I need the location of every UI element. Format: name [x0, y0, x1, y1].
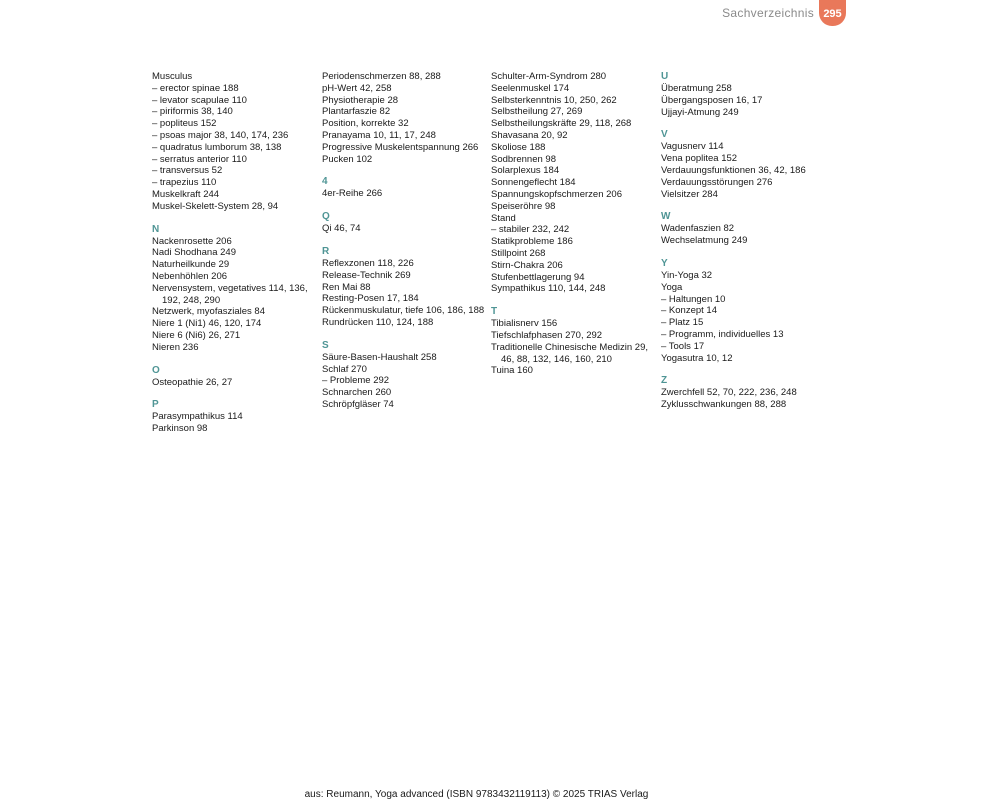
section-letter: Q [322, 211, 330, 223]
index-entry: Zwerchfell 52, 70, 222, 236, 248 [661, 387, 797, 399]
index-entry: Muskelkraft 244 [152, 188, 220, 200]
index-column-1 [152, 71, 317, 435]
index-entry: – quadratus lumborum 38, 138 [152, 141, 282, 153]
index-entry: Progressive Muskelentspannung 266 [322, 141, 479, 153]
index-entry: Übergangsposen 16, 17 [661, 94, 763, 106]
index-entry: Tuina 160 [491, 365, 533, 377]
section-letter: V [661, 129, 668, 141]
index-entry: Vagusnerv 114 [661, 141, 724, 153]
index-entry: Nebenhöhlen 206 [152, 270, 228, 282]
index-entry: pH-Wert 42, 258 [322, 82, 392, 94]
section-letter: W [661, 211, 671, 223]
index-entry: Tibialisnerv 156 [491, 318, 558, 330]
index-entry: – trapezius 110 [152, 177, 217, 189]
section-letter: N [152, 223, 160, 235]
index-entry: Stirn-Chakra 206 [491, 259, 563, 271]
index-entry: Wechselatmung 249 [661, 235, 748, 247]
index-entry: Traditionelle Chinesische Medizin 29, 46, 88, 132, 146, 160, 210 [491, 341, 649, 365]
index-entry: Physiotherapie 28 [322, 94, 399, 106]
index-entry: Musculus [152, 71, 193, 82]
index-entry: – Konzept 14 [661, 305, 717, 317]
index-entry: – levator scapulae 110 [152, 94, 247, 106]
index-column-3 [491, 71, 656, 377]
index-entry: Niere 6 (Ni6) 26, 271 [152, 329, 241, 341]
section-letter: R [322, 245, 330, 257]
index-entry: – erector spinae 188 [152, 82, 239, 94]
index-entry: Selbstheilungskräfte 29, 118, 268 [491, 118, 632, 130]
index-entry: Tiefschlafphasen 270, 292 [491, 329, 603, 341]
index-entry: Muskel-Skelett-System 28, 94 [152, 200, 279, 212]
index-entry: Vena poplitea 152 [661, 153, 738, 165]
page-number-badge: 295 [819, 0, 846, 26]
section-letter: S [322, 339, 329, 351]
index-entry: – Tools 17 [661, 340, 705, 352]
index-entry: Niere 1 (Ni1) 46, 120, 174 [152, 318, 262, 330]
index-entry: Spannungskopfschmerzen 206 [491, 188, 622, 200]
section-letter: Y [661, 257, 668, 269]
index-entry: 4er-Reihe 266 [322, 188, 383, 200]
index-column-4 [661, 71, 826, 411]
index-entry: Stand [491, 212, 516, 224]
index-entry: Periodenschmerzen 88, 288 [322, 71, 441, 82]
index-entry: Yin-Yoga 32 [661, 269, 713, 281]
section-letter: 4 [322, 176, 328, 188]
index-entry: – Haltungen 10 [661, 293, 726, 305]
index-entry: Pucken 102 [322, 153, 373, 165]
index-column-2 [322, 71, 487, 411]
index-entry: Selbstheilung 27, 269 [491, 106, 583, 118]
index-entry: Stillpoint 268 [491, 247, 546, 259]
index-entry: Shavasana 20, 92 [491, 129, 568, 141]
index-entry: Pranayama 10, 11, 17, 248 [322, 129, 436, 141]
index-entry: – transversus 52 [152, 165, 223, 177]
index-entry: Überatmung 258 [661, 83, 732, 94]
index-entry: Netzwerk, myofasziales 84 [152, 306, 265, 318]
index-entry: Sodbrennen 98 [491, 153, 556, 165]
index-entry: Sympathikus 110, 144, 248 [491, 283, 606, 295]
source-footer: aus: Reumann, Yoga advanced (ISBN 9783432119113) © 2025 TRIAS Verlag [304, 789, 649, 800]
index-entry: Ren Mai 88 [322, 281, 371, 293]
section-letter: U [661, 71, 669, 82]
index-entry: Naturheilkunde 29 [152, 259, 230, 271]
index-entry: – Programm, individuelles 13 [661, 328, 784, 340]
index-entry: Schröpfgläser 74 [322, 398, 394, 410]
index-entry: Vielsitzer 284 [661, 188, 718, 200]
index-entry: – serratus anterior 110 [152, 153, 247, 165]
index-entry: Reflexzonen 118, 226 [322, 257, 414, 269]
index-entry: Nadi Shodhana 249 [152, 247, 236, 259]
section-letter: P [152, 399, 159, 411]
index-entry: Skoliose 188 [491, 141, 546, 153]
section-letter: T [491, 306, 498, 318]
index-entry: Solarplexus 184 [491, 165, 560, 177]
index-entry: Nervensystem, vegetatives 114, 136, 192, 248, 290 [152, 282, 308, 306]
index-entry: Stufenbettlagerung 94 [491, 271, 585, 283]
section-letter: Z [661, 375, 668, 387]
index-entry: – popliteus 152 [152, 118, 217, 130]
index-entry: Zyklusschwankungen 88, 288 [661, 399, 787, 411]
index-entry: Position, korrekte 32 [322, 118, 409, 130]
index-entry: Schlaf 270 [322, 363, 367, 375]
index-entry: Selbsterkenntnis 10, 250, 262 [491, 94, 617, 106]
index-entry: Parkinson 98 [152, 423, 208, 435]
index-entry: Sonnengeflecht 184 [491, 177, 576, 189]
index-entry: Speiseröhre 98 [491, 200, 556, 212]
index-entry: – Platz 15 [661, 317, 704, 329]
index-entry: Nackenrosette 206 [152, 235, 232, 247]
index-entry: Schulter-Arm-Syndrom 280 [491, 71, 607, 82]
index-entry: Yogasutra 10, 12 [661, 352, 733, 364]
index-entry: Yoga [661, 281, 683, 293]
index-entry: Parasympathikus 114 [152, 411, 243, 423]
index-entry: Verdauungsfunktionen 36, 42, 186 [661, 164, 806, 176]
index-entry: – Probleme 292 [322, 375, 390, 387]
section-letter: O [152, 364, 160, 376]
running-head-title: Sachverzeichnis [722, 6, 814, 20]
index-entry: – psoas major 38, 140, 174, 236 [152, 129, 289, 141]
index-entry: Rundrücken 110, 124, 188 [322, 316, 434, 328]
index-entry: Schnarchen 260 [322, 387, 392, 399]
index-entry: Resting-Posen 17, 184 [322, 293, 419, 305]
index-columns [152, 71, 842, 451]
index-entry: Plantarfaszie 82 [322, 106, 391, 118]
index-entry: Säure-Basen-Haushalt 258 [322, 351, 437, 363]
index-entry: Rückenmuskulatur, tiefe 106, 186, 188 [322, 305, 485, 317]
index-entry: Qi 46, 74 [322, 223, 361, 235]
index-entry: – stabiler 232, 242 [491, 224, 570, 236]
index-entry: Seelenmuskel 174 [491, 82, 570, 94]
index-entry: Osteopathie 26, 27 [152, 376, 233, 388]
index-entry: – piriformis 38, 140 [152, 106, 233, 118]
index-entry: Nieren 236 [152, 341, 199, 353]
index-entry: Release-Technik 269 [322, 269, 411, 281]
index-entry: Verdauungsstörungen 276 [661, 176, 773, 188]
index-entry: Wadenfaszien 82 [661, 223, 735, 235]
index-entry: Ujjayi-Atmung 249 [661, 106, 739, 118]
index-entry: Statikprobleme 186 [491, 236, 573, 248]
